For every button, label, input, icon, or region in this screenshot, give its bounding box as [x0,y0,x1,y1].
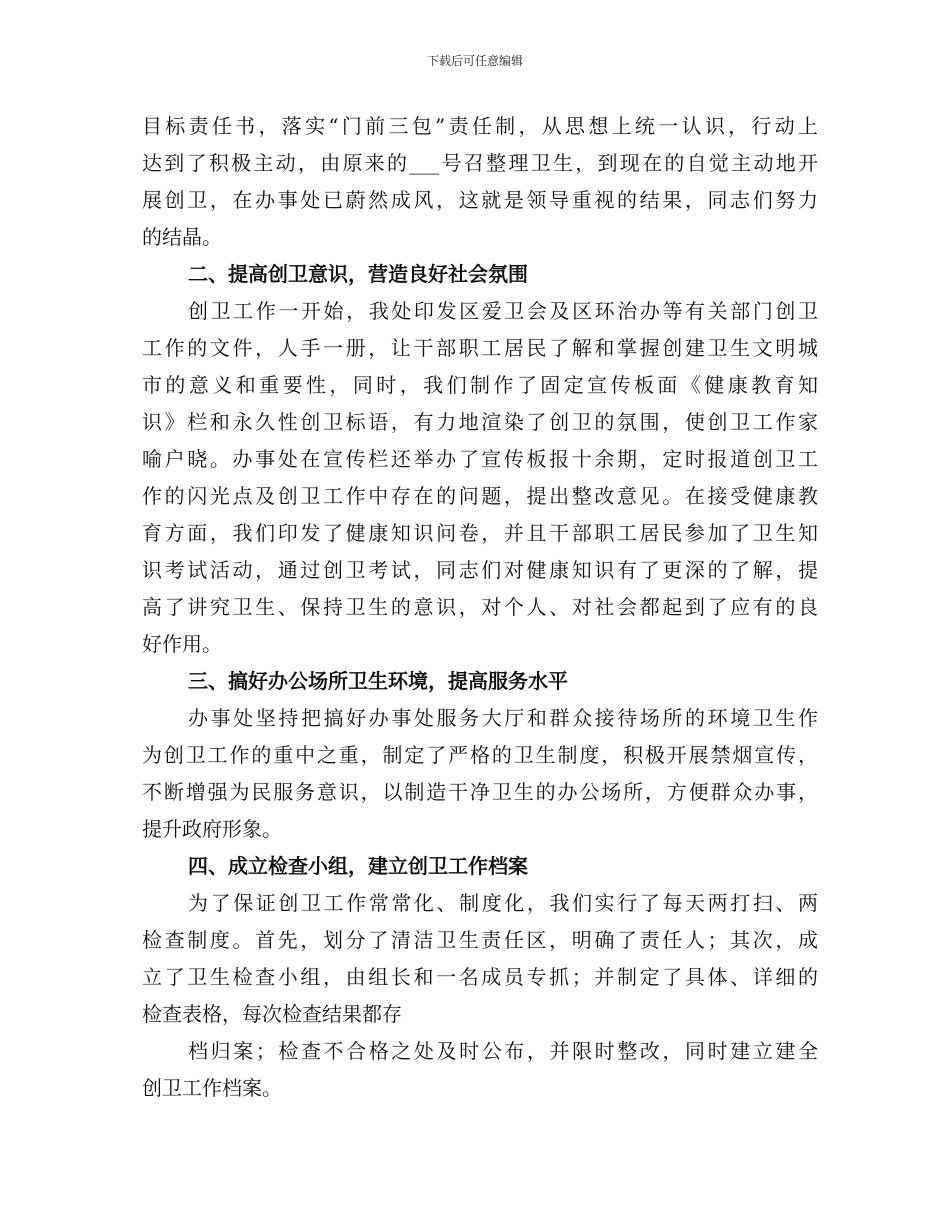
paragraph-line: 提升政府形象。 [142,817,282,841]
paragraph-line: 高了讲究卫生、保持卫生的意识，对个人、对社会都起到了应有的良 [142,595,818,619]
paragraph-3 [142,700,818,848]
paragraph-line: 为创卫工作的重中之重，制定了严格的卫生制度，积极开展禁烟宣传， [142,743,818,767]
paragraph-line: 创卫工作档案。 [142,1076,282,1100]
page-header: 下载后可任意编辑 [426,54,523,68]
paragraph-line: 创卫工作一开始，我处印发区爱卫会及区环治办等有关部门创卫 [188,299,818,323]
paragraph-line: 检查表格，每次检查结果都存 [142,1002,402,1026]
paragraph-line: 的结晶。 [142,225,222,249]
paragraph-line: 立了卫生检查小组，由组长和一名成员专抓；并制定了具体、详细的 [142,965,818,989]
paragraph-line: 喻户晓。办事处在宣传栏还举办了宣传板报十余期，定时报道创卫工 [142,447,818,471]
section-heading-4: 四、成立检查小组，建立创卫工作档案 [188,854,528,878]
paragraph-line: 好作用。 [142,632,222,656]
paragraph-2 [142,293,818,663]
paragraph-line: 档归案；检查不合格之处及时公布，并限时整改，同时建立建全 [188,1039,818,1063]
paragraph-line: 达到了积极主动，由原来的___号召整理卫生，到现在的自觉主动地开 [142,151,818,175]
paragraph-line: 为了保证创卫工作常常化、制度化，我们实行了每天两打扫、两 [188,891,818,915]
section-heading-3: 三、搞好办公场所卫生环境，提高服务水平 [188,669,568,693]
document-body [142,108,818,1107]
paragraph-line: 不断增强为民服务意识，以制造干净卫生的办公场所，方便群众办事， [142,780,818,804]
paragraph-line: 工作的文件，人手一册，让干部职工居民了解和掌握创建卫生文明城 [142,336,818,360]
paragraph-5 [142,1033,818,1107]
paragraph-line: 作的闪光点及创卫工作中存在的问题，提出整改意见。在接受健康教 [142,484,818,508]
paragraph-line: 育方面，我们印发了健康知识问卷，并且干部职工居民参加了卫生知 [142,521,818,545]
paragraph-1 [142,108,818,256]
paragraph-line: 办事处坚持把搞好办事处服务大厅和群众接待场所的环境卫生作 [188,706,818,730]
section-heading-2: 二、提高创卫意识，营造良好社会氛围 [188,262,528,286]
paragraph-line: 识》栏和永久性创卫标语，有力地渲染了创卫的氛围，使创卫工作家 [142,410,818,434]
paragraph-line: 检查制度。首先，划分了清洁卫生责任区，明确了责任人；其次，成 [142,928,818,952]
paragraph-line: 市的意义和重要性，同时，我们制作了固定宣传板面《健康教育知 [142,373,818,397]
paragraph-line: 识考试活动，通过创卫考试，同志们对健康知识有了更深的了解，提 [142,558,818,582]
paragraph-4 [142,885,818,1033]
paragraph-line: 展创卫，在办事处已蔚然成风，这就是领导重视的结果，同志们努力 [142,188,818,212]
paragraph-line: 目标责任书，落实“门前三包”责任制，从思想上统一认识，行动上 [142,114,818,138]
